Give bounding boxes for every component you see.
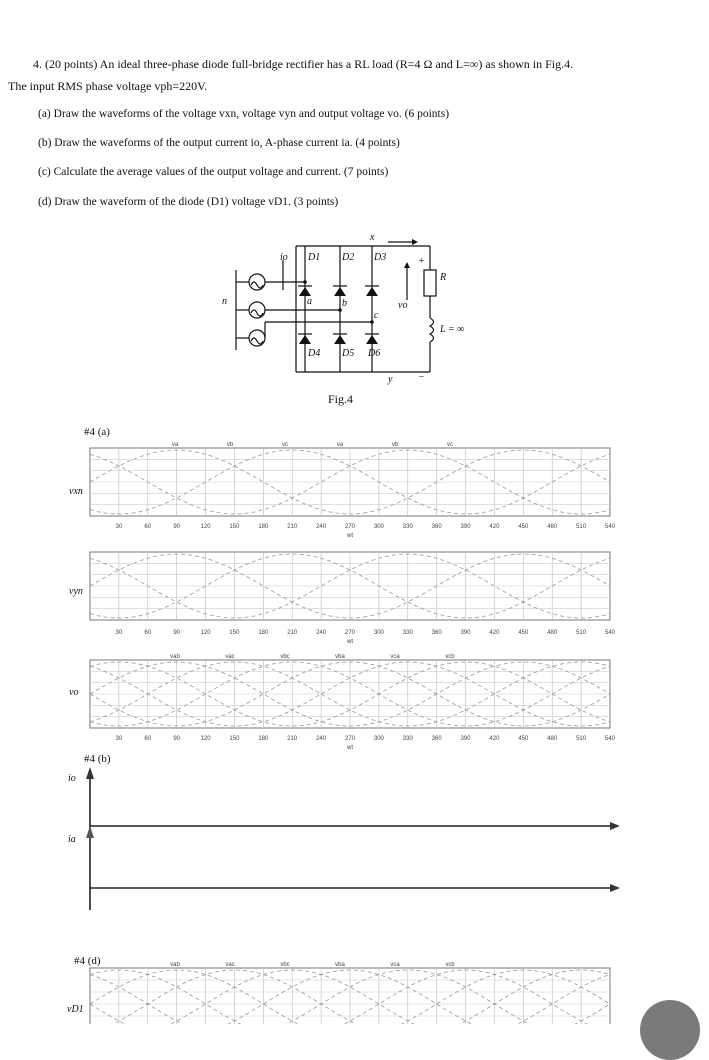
ia-axis-arrowhead bbox=[86, 826, 94, 838]
plot-vyn-tick-label: 510 bbox=[576, 630, 587, 636]
plot-vxn-tick-label: 270 bbox=[344, 524, 356, 530]
plot-vo-axis-label: wt bbox=[347, 745, 353, 751]
vo-label: vo bbox=[398, 300, 408, 311]
plot-vyn-tick-label: 150 bbox=[229, 630, 240, 636]
plot-vyn-tick-label: 480 bbox=[547, 630, 558, 636]
r-label: R bbox=[440, 272, 447, 283]
plot-vyn-tick-label: 180 bbox=[258, 630, 269, 636]
node-y-label: y bbox=[388, 374, 393, 385]
plot-vxn-tick-label: 390 bbox=[460, 524, 471, 530]
question-line-1: 4. (20 points) An ideal three-phase diode full-bridge rectifier has a RL load (R=4 Ω and L=∞) as shown in Fig.4. bbox=[33, 57, 574, 71]
plot-vo-tick-label: 390 bbox=[460, 736, 471, 742]
plot-vyn-tick-label: 300 bbox=[373, 630, 384, 636]
plot-vyn-axis-label: wt bbox=[347, 639, 353, 645]
plot-vxn-phase-label: vb bbox=[391, 442, 399, 448]
plot-vyn-tick-label: 420 bbox=[489, 630, 500, 636]
vo-ylabel: vo bbox=[69, 687, 79, 698]
plot-vxn-tick-label: 210 bbox=[287, 524, 298, 530]
d4-label: D4 bbox=[308, 348, 321, 359]
plot-vxn-tick-label: 480 bbox=[547, 524, 558, 530]
figure-caption: Fig.4 bbox=[328, 392, 354, 406]
plot-vxn-tick-label: 180 bbox=[258, 524, 269, 530]
plot-vxn-axis-label: wt bbox=[347, 533, 353, 539]
plot-vyn-tick-label: 90 bbox=[173, 630, 181, 636]
plot-vo-tick-label: 360 bbox=[431, 736, 442, 742]
plot-vd1-phase-label: vac bbox=[225, 962, 235, 968]
node-b-label: b bbox=[342, 298, 347, 309]
plus-label: + bbox=[418, 256, 425, 267]
plot-vo-tick-label: 150 bbox=[229, 736, 240, 742]
plot-vxn-phase-label: va bbox=[336, 442, 344, 448]
plot-vxn-tick-label: 120 bbox=[200, 524, 211, 530]
plot-vxn-tick-label: 90 bbox=[173, 524, 181, 530]
plot-vyn-tick-label: 450 bbox=[518, 630, 529, 636]
plot-vyn-tick-label: 120 bbox=[200, 630, 211, 636]
d2-label: D2 bbox=[342, 252, 355, 263]
plot-vxn-phase-label: vb bbox=[226, 442, 234, 448]
plot-vxn-tick-label: 150 bbox=[229, 524, 240, 530]
plot-vyn-tick-label: 240 bbox=[316, 630, 327, 636]
plot-vyn-tick-label: 540 bbox=[604, 630, 616, 636]
plot-vo-tick-label: 270 bbox=[344, 736, 356, 742]
plot-vo-tick-label: 120 bbox=[200, 736, 211, 742]
section-b-title: #4 (b) bbox=[84, 753, 111, 765]
plot-vxn-phase-label: vc bbox=[447, 442, 453, 448]
node-x-label: x bbox=[370, 232, 375, 243]
part-a-text: (a) Draw the waveforms of the voltage vxn, voltage vyn and output voltage vo. (6 points) bbox=[38, 108, 450, 120]
question-line-2: The input RMS phase voltage vph=220V. bbox=[8, 79, 208, 93]
io-ylabel: io bbox=[68, 773, 76, 784]
d6-label: D6 bbox=[368, 348, 381, 359]
vyn-ylabel: vyn bbox=[69, 586, 83, 597]
plot-vo-tick-label: 510 bbox=[576, 736, 587, 742]
plot-vo-tick-label: 300 bbox=[373, 736, 384, 742]
plot-vo-tick-label: 90 bbox=[173, 736, 181, 742]
plot-vo-tick-label: 210 bbox=[287, 736, 298, 742]
plot-vxn-tick-label: 240 bbox=[316, 524, 327, 530]
plot-vxn-tick-label: 60 bbox=[144, 524, 152, 530]
io-time-arrowhead bbox=[610, 822, 620, 830]
plot-vxn-tick-label: 30 bbox=[115, 524, 123, 530]
plot-vo-phase-label: vac bbox=[225, 654, 235, 660]
plot-vyn-tick-label: 360 bbox=[431, 630, 442, 636]
io-label: io bbox=[280, 252, 288, 263]
plot-vo-phase-label: vbc bbox=[280, 654, 290, 660]
plot-vyn-tick-label: 270 bbox=[344, 630, 356, 636]
plot-vo-tick-label: 450 bbox=[518, 736, 529, 742]
plot-vd1-phase-label: vba bbox=[335, 962, 345, 968]
plot-vyn-tick-label: 390 bbox=[460, 630, 471, 636]
plot-vo-tick-label: 420 bbox=[489, 736, 500, 742]
plot-vo-tick-label: 330 bbox=[402, 736, 413, 742]
minus-label: − bbox=[418, 372, 425, 383]
part-c-text: (c) Calculate the average values of the output voltage and current. (7 points) bbox=[38, 166, 389, 178]
plot-vo-phase-label: vba bbox=[335, 654, 345, 660]
plot-vo-tick-label: 240 bbox=[316, 736, 327, 742]
plot-vxn-phase-label: vc bbox=[282, 442, 288, 448]
io-axis-arrowhead bbox=[86, 767, 94, 779]
plot-vd1-phase-label: vbc bbox=[280, 962, 290, 968]
plot-vd1-phase-label: vca bbox=[390, 962, 400, 968]
plot-vxn-tick-label: 420 bbox=[489, 524, 500, 530]
section-d-title: #4 (d) bbox=[74, 955, 101, 967]
d3-label: D3 bbox=[374, 252, 387, 263]
d1-label: D1 bbox=[308, 252, 321, 263]
part-b-text: (b) Draw the waveforms of the output current io, A-phase current ia. (4 points) bbox=[38, 137, 400, 149]
plot-vyn-tick-label: 30 bbox=[115, 630, 123, 636]
plot-vo-tick-label: 60 bbox=[144, 736, 152, 742]
node-a-label: a bbox=[307, 296, 312, 307]
l-label: L = ∞ bbox=[440, 324, 465, 335]
plot-vd1-phase-label: vab bbox=[170, 962, 180, 968]
plot-vd1-phase-label: vcb bbox=[445, 962, 455, 968]
plot-vxn-tick-label: 360 bbox=[431, 524, 442, 530]
plot-vyn-tick-label: 210 bbox=[287, 630, 298, 636]
plot-vo-phase-label: vca bbox=[390, 654, 400, 660]
plot-vxn-tick-label: 300 bbox=[373, 524, 384, 530]
plot-vo-tick-label: 30 bbox=[115, 736, 123, 742]
plot-vxn-tick-label: 330 bbox=[402, 524, 413, 530]
vd1-ylabel: vD1 bbox=[67, 1004, 84, 1015]
d5-label: D5 bbox=[342, 348, 355, 359]
plot-vo-phase-label: vcb bbox=[445, 654, 455, 660]
ia-ylabel: ia bbox=[68, 834, 76, 845]
plot-vyn-tick-label: 330 bbox=[402, 630, 413, 636]
plot-vxn-tick-label: 540 bbox=[604, 524, 616, 530]
node-c-label: c bbox=[374, 310, 379, 321]
plot-vyn-tick-label: 60 bbox=[144, 630, 152, 636]
plot-vxn-phase-label: va bbox=[171, 442, 179, 448]
plot-vxn-tick-label: 510 bbox=[576, 524, 587, 530]
vxn-ylabel: vxn bbox=[69, 486, 83, 497]
plot-vxn-tick-label: 450 bbox=[518, 524, 529, 530]
plot-vo-tick-label: 180 bbox=[258, 736, 269, 742]
section-a-title: #4 (a) bbox=[84, 426, 110, 438]
node-n-label: n bbox=[222, 296, 227, 307]
ia-time-arrowhead bbox=[610, 884, 620, 892]
overlay-circle bbox=[640, 1000, 700, 1060]
plot-vo-tick-label: 480 bbox=[547, 736, 558, 742]
plot-vo-tick-label: 540 bbox=[604, 736, 616, 742]
plot-vo-phase-label: vab bbox=[170, 654, 180, 660]
part-d-text: (d) Draw the waveform of the diode (D1) voltage vD1. (3 points) bbox=[38, 196, 339, 208]
